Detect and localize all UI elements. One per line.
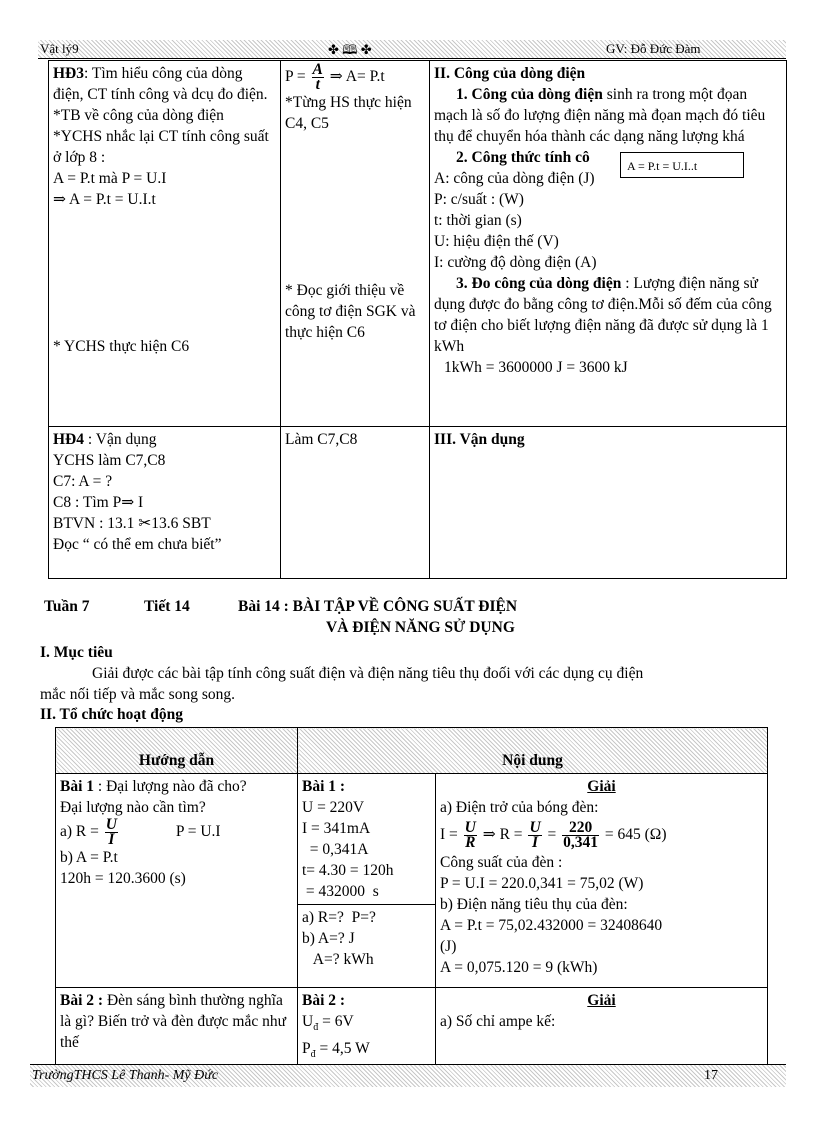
solution-cell — [436, 988, 768, 1068]
text-line: *YCHS nhắc lại CT tính công suất ở lớp 8 : — [53, 128, 269, 166]
fraction — [105, 818, 118, 847]
given-cell — [298, 988, 436, 1068]
fraction-den: 0,341 — [563, 833, 599, 851]
text-line: I = 341mA — [302, 820, 371, 837]
formula-text: ⇒ R = — [482, 826, 523, 843]
given-voltage — [302, 1011, 431, 1038]
guide-cell — [56, 988, 298, 1068]
formula-box: A = P.t = U.I..t — [620, 152, 744, 178]
table-row — [49, 427, 787, 579]
fraction-num: U — [105, 816, 117, 833]
guide-cell — [49, 427, 281, 579]
table-row — [56, 988, 768, 1068]
text-line: P: c/suất : (W) — [434, 191, 524, 208]
fraction — [312, 63, 324, 92]
formula-text: I = — [440, 826, 458, 843]
subscript: đ — [313, 1022, 319, 1034]
page-footer — [30, 1064, 786, 1087]
paragraph: sinh ra trong một đọan mạch là số đo lượng điện năng mà đọan mạch đó tiêu thụ để chuyển hóa thành các dạng năng lượng khá — [434, 86, 766, 145]
exercise-label: Bài 1 : — [302, 778, 346, 795]
fraction-num: 220 — [562, 821, 599, 836]
text-line: YCHS làm C7,C8 — [53, 452, 166, 469]
content-cell — [430, 427, 787, 579]
student-cell — [281, 61, 430, 427]
fraction-den: t — [315, 76, 320, 93]
section-heading: III. Vận dụng — [434, 431, 525, 448]
exercise-label: Bài 1 — [60, 778, 95, 795]
guide-cell — [56, 774, 298, 988]
text-line: A: công của dòng điện (J) — [434, 170, 595, 187]
exercise-table — [55, 727, 768, 1068]
text-line: Đọc “ có thể em chưa biết” — [53, 536, 222, 553]
text-line: b) Điện năng tiêu thụ của đèn: — [440, 896, 628, 913]
text-line: a) Số chỉ ampe kế: — [440, 1013, 556, 1030]
content-cell — [430, 61, 787, 427]
text-line: U: hiệu điện thế (V) — [434, 233, 559, 250]
fraction-den: R — [465, 833, 476, 851]
guide-cell — [49, 61, 281, 427]
text-line: = 0,341A — [302, 841, 369, 858]
text-line: 120h = 120.3600 (s) — [60, 870, 186, 887]
objectives-text: Giải được các bài tập tính công suất điện và điện năng tiêu thụ đoối với các dụng cụ điện — [92, 665, 644, 682]
text: Đèn sáng bình thường nghĩa là gì? Biến trở và đèn được mắc như thế — [60, 992, 287, 1051]
text-line: * Đọc giới thiệu về công tơ điện SGK và thực hiện C6 — [285, 282, 416, 341]
page-number: 17 — [704, 1068, 718, 1083]
solution-heading: Giải — [587, 992, 616, 1009]
text-line: t: thời gian (s) — [434, 212, 522, 229]
fraction-num: U — [529, 818, 541, 836]
hd4-label: HĐ4 — [53, 431, 84, 448]
text-line: 1kWh = 3600000 J = 3600 kJ — [444, 359, 628, 376]
text-line: BTVN : 13.1 ✂13.6 SBT — [53, 515, 211, 532]
formula-line — [440, 818, 763, 852]
header-teacher: GV: Đỗ Đức Đàm — [606, 41, 701, 56]
text-line: t= 4.30 = 120h — [302, 862, 394, 879]
formula-text: P = — [285, 68, 306, 86]
fraction — [562, 818, 599, 851]
text-line: C7: A = ? — [53, 473, 113, 490]
given-cell — [298, 774, 436, 988]
subheading: 1. Công của dòng điện — [456, 86, 603, 103]
exercise-label: Bài 2 : — [302, 992, 346, 1009]
fraction-num: U — [464, 818, 476, 836]
given-power — [302, 1038, 431, 1065]
text-line: b) A=? J — [302, 930, 355, 947]
hd3-text: : Tìm hiểu công của dòng điện, CT tính công và dcụ đo điện. — [53, 65, 268, 103]
text-line: *TB về công của dòng điện — [53, 107, 224, 124]
column-header: Hướng dẫn — [56, 728, 298, 774]
lesson-title-line2: VÀ ĐIỆN NĂNG SỬ DỤNG — [326, 619, 515, 636]
text: : Đại lượng nào đã cho? — [94, 778, 247, 795]
fraction-den: I — [532, 833, 539, 851]
formula-text: P = U.I — [175, 823, 221, 841]
hd4-text: : Vận dụng — [84, 431, 157, 448]
text-line: b) A = P.t — [60, 849, 118, 866]
table-row — [56, 774, 768, 988]
objectives-text: mắc nối tiếp và mắc song song. — [40, 686, 235, 703]
formula-text: = 645 (Ω) — [604, 826, 667, 843]
objectives-heading: I. Mục tiêu — [40, 644, 113, 661]
symbol: U — [302, 1013, 314, 1030]
text-line: I: cường độ dòng điện (A) — [434, 254, 597, 271]
subheading: 3. Đo công của dòng điện — [456, 275, 622, 292]
text-line: A = 0,075.120 = 9 (kWh) — [440, 959, 598, 976]
header-subject: Vật lý9 — [40, 41, 79, 56]
text-line: * YCHS thực hiện C6 — [53, 338, 190, 355]
student-cell — [281, 427, 430, 579]
fraction-den: I — [108, 831, 115, 848]
text-line: ⇒ A = P.t = U.I.t — [53, 191, 156, 208]
value: = 6V — [318, 1013, 354, 1030]
text-line: a) Điện trở của bóng đèn: — [440, 799, 599, 816]
text-line: A = P.t = 75,02.432000 = 32408640 — [440, 917, 663, 934]
subscript: đ — [310, 1049, 316, 1061]
text-line: Đại lượng nào cần tìm? — [60, 799, 206, 816]
footer-school: TrườngTHCS Lê Thanh- Mỹ Đức — [32, 1068, 219, 1083]
exercise-label: Bài 2 : — [60, 992, 104, 1009]
week-label: Tuần 7 — [44, 598, 90, 615]
subheading: 2. Công thức tính cô — [456, 149, 590, 166]
text-line: a) R=? P=? — [302, 909, 376, 926]
section-heading: II. Công của dòng điện — [434, 65, 586, 82]
lesson-title-line1: Bài 14 : BÀI TẬP VỀ CÔNG SUẤT ĐIỆN — [238, 598, 518, 615]
solution-heading: Giải — [587, 778, 616, 795]
text-line: A = P.t mà P = U.I — [53, 170, 167, 187]
text-line: Công suất của đèn : — [440, 854, 563, 871]
paragraph: : Lượng điện năng sử dụng được đo bằng công tơ điện.Mỗi số đếm của công tơ điện cho biết lượng điện năng đã được sử dụng là 1 kWh — [434, 275, 772, 355]
text-line: = 432000 s — [302, 883, 379, 900]
formula-text: ⇒ A= P.t — [329, 68, 385, 86]
fraction-num: A — [312, 61, 323, 78]
text-line: P = U.I = 220.0,341 = 75,02 (W) — [440, 875, 644, 892]
fraction — [464, 818, 477, 851]
table-header-row — [56, 728, 768, 774]
column-header: Nội dung — [298, 728, 768, 774]
formula-text: = — [547, 826, 557, 843]
text-line: *Từng HS thực hiện C4, C5 — [285, 94, 412, 132]
period-label: Tiết 14 — [144, 598, 190, 615]
text-line: C8 : Tìm P⇒ I — [53, 494, 144, 511]
text-line: U = 220V — [302, 799, 365, 816]
header-ornament: ✤ 🕮 ✤ — [328, 42, 372, 57]
text-line: A=? kWh — [302, 951, 374, 968]
page-header — [38, 40, 786, 59]
table-row — [49, 61, 787, 427]
symbol: P — [302, 1040, 311, 1058]
text-line: (J) — [440, 938, 457, 955]
text-line: Làm C7,C8 — [285, 431, 358, 448]
activities-heading: II. Tổ chức hoạt động — [40, 706, 183, 723]
activity-table — [48, 60, 787, 579]
value: = 4,5 W — [315, 1040, 370, 1058]
fraction — [528, 818, 541, 851]
hd3-label: HĐ3 — [53, 65, 84, 82]
formula-text: a) R = — [60, 823, 99, 841]
solution-cell — [436, 774, 768, 988]
